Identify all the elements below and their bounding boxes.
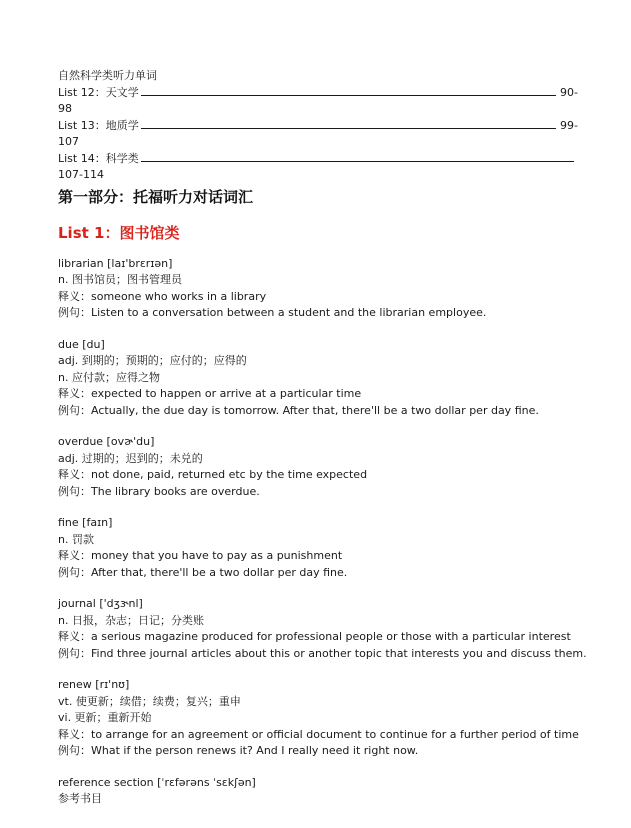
toc-item-label: List 13：地质学 [58, 118, 139, 132]
vocabulary-list [58, 256, 587, 808]
toc-page-start: 90- [560, 85, 578, 99]
vocab-line: n. 日报，杂志；日记；分类账 [58, 613, 204, 627]
vocab-line: 释义：someone who works in a library [58, 289, 267, 303]
vocab-line: 例句：Actually, the due day is tomorrow. After that, there'll be a two dollar per day fine. [58, 403, 539, 417]
vocab-line: n. 罚款 [58, 532, 94, 546]
vocab-entry [58, 677, 578, 760]
vocab-line: 例句：Find three journal articles about this or another topic that interests you and discuss them. [58, 646, 587, 660]
toc-leader-line [141, 161, 574, 162]
toc-page-end: 98 [58, 102, 72, 115]
vocab-line: 释义：money that you have to pay as a punishment [58, 549, 343, 562]
vocab-line: 例句：What if the person renews it? And I really need it right now. [58, 744, 419, 757]
toc-item-line [58, 151, 578, 168]
vocab-entry [58, 596, 587, 662]
toc-page-end: 107 [58, 135, 79, 148]
toc-item [58, 118, 578, 151]
vocab-headword: due [du] [58, 337, 105, 351]
vocab-entry [58, 775, 578, 808]
vocab-line: 释义：not done, paid, returned etc by the time expected [58, 468, 368, 481]
vocab-headword: overdue [ovɚ'du] [58, 435, 155, 448]
vocab-entry [58, 434, 578, 500]
toc-item-line [58, 85, 578, 102]
vocab-line: adj. 到期的；预期的；应付的；应得的 [58, 354, 247, 367]
toc-title: 自然科学类听力单词 [58, 69, 157, 82]
vocab-line: 参考书目 [58, 792, 102, 805]
vocab-line: 释义：a serious magazine produced for professional people or those with a particular interest [58, 630, 571, 643]
part-title: 第一部分：托福听力对话词汇 [58, 187, 254, 206]
document-page [58, 68, 587, 808]
vocab-line: 释义：to arrange for an agreement or official document to continue for a further period of time [58, 727, 579, 741]
vocab-line: vt. 使更新；续借；续费；复兴；重申 [58, 694, 241, 708]
vocab-line: 例句：The library books are overdue. [58, 484, 260, 498]
list-title: List 1：图书馆类 [58, 223, 180, 242]
vocab-entry [58, 256, 578, 322]
toc-item [58, 151, 578, 184]
toc-page-start: 99- [560, 118, 578, 132]
toc-leader-line [141, 128, 556, 129]
table-of-contents [58, 85, 578, 184]
toc-item-label: List 12：天文学 [58, 85, 139, 99]
toc-page-end: 107-114 [58, 168, 104, 181]
vocab-headword: renew [rɪ'nʊ] [58, 678, 130, 691]
vocab-entry [58, 337, 578, 420]
toc-item-line [58, 118, 578, 135]
vocab-line: n. 应付款；应得之物 [58, 370, 160, 384]
vocab-line: 例句：After that, there'll be a two dollar per day fine. [58, 565, 348, 579]
vocab-headword: journal ['dʒɝnl] [58, 597, 143, 610]
vocab-line: 释义：expected to happen or arrive at a particular time [58, 387, 362, 400]
vocab-line: adj. 过期的；迟到的；未兑的 [58, 451, 203, 465]
vocab-line: vi. 更新；重新开始 [58, 711, 152, 724]
vocab-headword: fine [faɪn] [58, 516, 113, 529]
vocab-line: n. 图书馆员；图书管理员 [58, 273, 182, 286]
vocab-headword: librarian [laɪ'brɛrɪən] [58, 256, 173, 270]
vocab-entry [58, 515, 578, 581]
vocab-headword: reference section [ˈrɛfərəns ˈsɛkʃən] [58, 775, 256, 789]
vocab-line: 例句：Listen to a conversation between a student and the librarian employee. [58, 306, 487, 319]
toc-leader-line [141, 95, 556, 96]
toc-item [58, 85, 578, 118]
toc-item-label: List 14：科学类 [58, 151, 139, 165]
